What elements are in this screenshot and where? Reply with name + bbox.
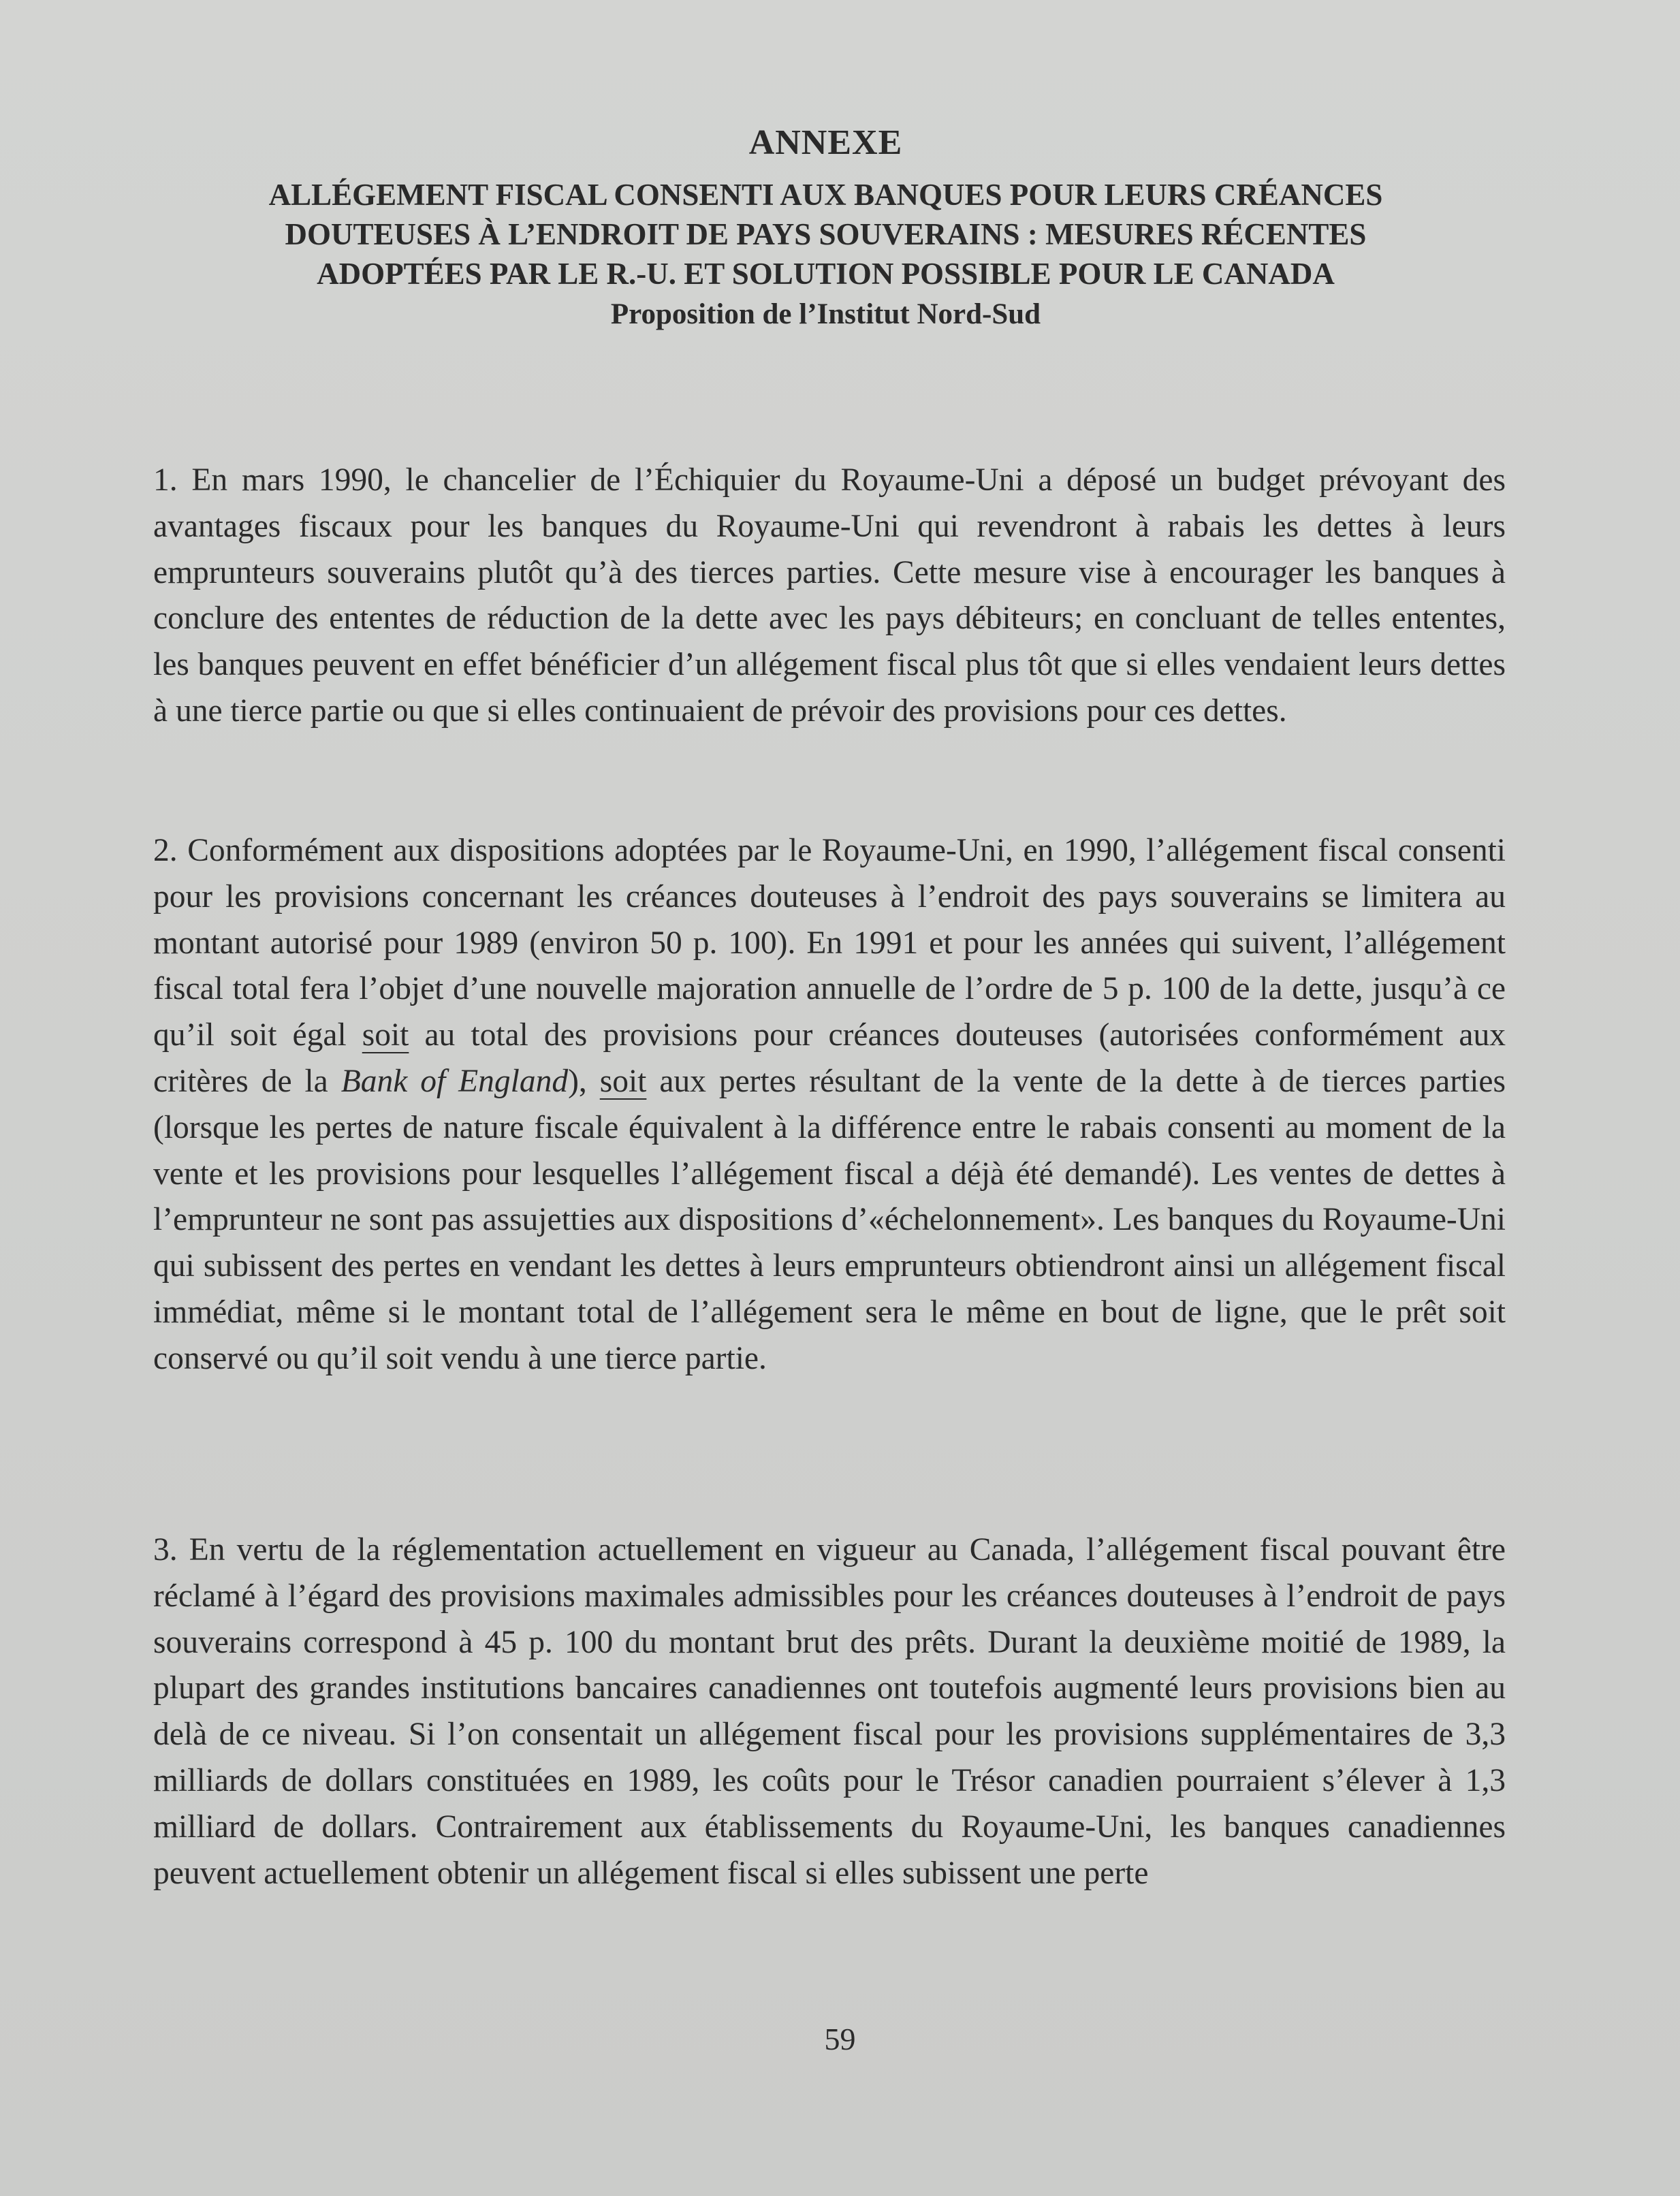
underlined-soit-2: soit <box>599 1063 647 1099</box>
title-line-3: ADOPTÉES PAR LE R.-U. ET SOLUTION POSSIBLE POUR LE CANADA <box>317 257 1335 291</box>
paragraph-2 <box>153 828 1506 1382</box>
title-line-2: DOUTEUSES À L’ENDROIT DE PAYS SOUVERAINS : MESURES RÉCENTES <box>285 217 1367 251</box>
document-subtitle: Proposition de l’Institut Nord-Sud <box>610 298 1041 330</box>
annex-header <box>123 123 1529 331</box>
annex-title: ANNEXE <box>748 123 903 162</box>
title-line-1: ALLÉGEMENT FISCAL CONSENTI AUX BANQUES POUR LEURS CRÉANCES <box>268 178 1383 212</box>
document-title <box>123 175 1529 293</box>
paragraph-2-part-c: ), <box>568 1063 600 1099</box>
bank-of-england-italic: Bank of England <box>340 1063 569 1099</box>
paragraph-2-part-a: 2. Conformément aux dispositions adoptées par le Royaume-Uni, en 1990, l’allégement fiscal consenti pour les provisions concernant les créances douteuses à l’endroit des pays souverains se limitera au montant autorisé pour 1989 (environ 50 p. 100). En 1991 et pour les années qui suivent, l’allégement fiscal total fera l’objet d’une nouvelle majoration annuelle de l’ordre de 5 p. 100 de la dette, jusqu’à ce qu’il soit égal <box>153 833 1506 1053</box>
paragraph-3: 3. En vertu de la réglementation actuellement en vigueur au Canada, l’allégement fiscal pouvant être réclamé à l’égard des provisions maximales admissibles pour les créances douteuses à l’endroit de pays souverains correspond à 45 p. 100 du montant brut des prêts. Durant la deuxième moitié de 1989, la plupart des grandes institutions bancaires canadiennes ont toutefois augmenté leurs provisions bien au delà de ce niveau. Si l’on consentait un allégement fiscal pour les provisions supplémentaires de 3,3 milliards de dollars constituées en 1989, les coûts pour le Trésor canadien pourraient s’élever à 1,3 milliard de dollars. Contrairement aux établissements du Royaume-Uni, les banques canadiennes peuvent actuellement obtenir un allégement fiscal si elles subissent une perte <box>153 1532 1506 1891</box>
paragraph-1: 1. En mars 1990, le chancelier de l’Échiquier du Royaume-Uni a déposé un budget prévoyant des avantages fiscaux pour les banques du Royaume-Uni qui revendront à rabais les dettes à leurs emprunteurs souverains plutôt qu’à des tierces parties. Cette mesure vise à encourager les banques à conclure des ententes de réduction de la dette avec les pays débiteurs; en concluant de telles ententes, les banques peuvent en effet bénéficier d’un allégement fiscal plus tôt que si elles vendaient leurs dettes à une tierce partie ou que si elles continuaient de prévoir des provisions pour ces dettes. <box>153 462 1506 729</box>
paragraph-2-part-d: aux pertes résultant de la vente de la dette à de tierces parties (lorsque les pertes de nature fiscale équivalent à la différence entre le rabais consenti au moment de la vente et les provisions pour lesquelles l’allégement fiscal a déjà été demandé). Les ventes de dettes à l’emprunteur ne sont pas assujetties aux dispositions d’«échelonnement». Les banques du Royaume-Uni qui subissent des pertes en vendant les dettes à leurs emprunteurs obtiendront ainsi un allégement fiscal immédiat, même si le montant total de l’allégement sera le même en bout de ligne, que le prêt soit conservé ou qu’il soit vendu à une tierce partie. <box>153 1063 1506 1376</box>
paragraph-2-part-b: au total des provisions pour créances douteuses (autorisées conformément aux critères de la <box>153 1017 1506 1099</box>
underlined-soit-1: soit <box>362 1017 409 1053</box>
page-number: 59 <box>824 2022 856 2056</box>
